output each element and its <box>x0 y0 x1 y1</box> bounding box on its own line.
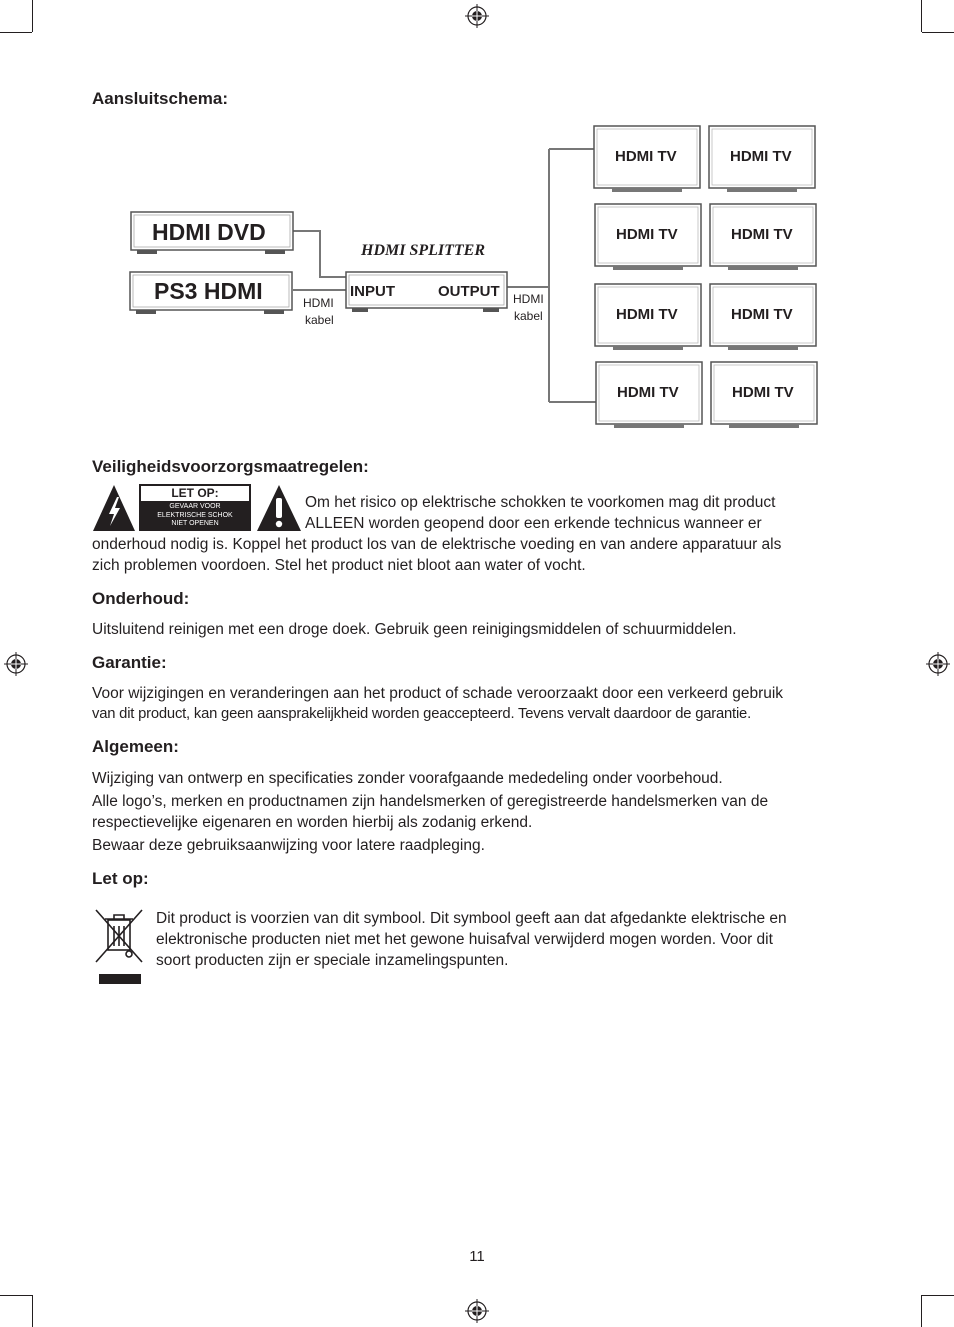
hdmi-tv-label: HDMI TV <box>731 306 793 323</box>
warranty-text-line2: van dit product, kan geen aansprakelijkheid worden geaccepteerd. Tevens vervalt daardoor de garantie. <box>92 706 751 722</box>
hdmi-tv-8 <box>711 362 817 428</box>
schema-heading: Aansluitschema: <box>92 89 229 108</box>
maintenance-heading: Onderhoud: <box>92 589 190 608</box>
dvd-label: HDMI DVD <box>152 219 266 245</box>
hdmi-tv-5 <box>595 284 701 350</box>
let-op-label-line3: NIET OPENEN <box>171 520 219 527</box>
registration-mark-bottom-icon <box>465 1299 489 1323</box>
let-op-label-title: LET OP: <box>141 486 249 501</box>
warranty-heading: Garantie: <box>92 653 167 672</box>
hdmi-splitter <box>346 272 507 312</box>
note-text-line2: elektronische producten niet met het gewone huisafval verwijderd mogen worden. Voor dit <box>156 931 773 948</box>
registration-mark-left-icon <box>4 652 28 676</box>
let-op-label-line1: GEVAAR VOOR <box>169 503 221 510</box>
safety-text-line3: onderhoud nodig is. Koppel het product los van de elektrische voeding en van andere apparatuur als <box>92 536 782 553</box>
ps3-label: PS3 HDMI <box>154 278 263 304</box>
splitter-output-label: OUTPUT <box>438 283 500 300</box>
safety-text-line4: zich problemen voordoen. Stel het product niet bloot aan water of vocht. <box>92 557 586 574</box>
cable-dvd-to-splitter <box>293 231 346 277</box>
hdmi-tv-label: HDMI TV <box>730 148 792 165</box>
let-op-label-text <box>140 503 250 529</box>
hdmi-tv-4 <box>710 204 816 270</box>
maintenance-text: Uitsluitend reinigen met een droge doek. Gebruik geen reinigingsmiddelen of schuurmiddelen. <box>92 621 737 638</box>
general-text-line2: Alle logo’s, merken en productnamen zijn handelsmerken of geregistreerde handelsmerken van de <box>92 793 769 810</box>
splitter-input-label: INPUT <box>350 283 395 300</box>
cable-in-label-line1: HDMI <box>303 296 334 310</box>
crop-mark-bottom-left-h <box>0 1295 32 1296</box>
dvd-player <box>131 212 293 254</box>
ps3-console <box>130 272 292 314</box>
let-op-label-line2: ELEKTRISCHE SCHOK <box>157 511 233 519</box>
crop-mark-bottom-right-h <box>922 1295 954 1296</box>
page-number: 11 <box>469 1248 485 1265</box>
let-op-label <box>139 484 251 531</box>
hdmi-tv-3 <box>595 204 701 270</box>
safety-warning-labels <box>92 484 302 532</box>
crop-mark-bottom-left-v <box>32 1295 33 1327</box>
hdmi-tv-label: HDMI TV <box>731 226 793 243</box>
note-heading: Let op: <box>92 869 149 888</box>
general-text-line1: Wijziging van ontwerp en specificaties zonder voorafgaande mededeling onder voorbehoud. <box>92 770 723 787</box>
hdmi-tv-label: HDMI TV <box>615 148 677 165</box>
hdmi-tv-2 <box>709 126 815 192</box>
tv-grid <box>594 126 817 428</box>
lightning-warning-icon <box>92 484 136 532</box>
hdmi-tv-label: HDMI TV <box>616 306 678 323</box>
general-text-line3: respectievelijke eigenaren en worden hierbij als zodanig erkend. <box>92 814 533 831</box>
cable-out-label-line1: HDMI <box>513 292 544 306</box>
hdmi-tv-label: HDMI TV <box>732 384 794 401</box>
hdmi-tv-7 <box>596 362 702 428</box>
general-heading: Algemeen: <box>92 737 179 756</box>
hdmi-tv-label: HDMI TV <box>617 384 679 401</box>
connection-diagram <box>0 0 954 450</box>
safety-text-line2: ALLEEN worden geopend door een erkende technicus wanneer er <box>305 515 762 532</box>
hdmi-tv-label: HDMI TV <box>616 226 678 243</box>
note-text-line1: Dit product is voorzien van dit symbool. Dit symbool geeft aan dat afgedankte elektrische en <box>156 910 787 927</box>
exclamation-warning-icon <box>256 484 302 532</box>
cable-out-label-line2: kabel <box>514 309 543 323</box>
splitter-caption: HDMI SPLITTER <box>361 242 486 259</box>
safety-heading: Veiligheidsvoorzorgsmaatregelen: <box>92 457 369 476</box>
general-text-line4: Bewaar deze gebruiksaanwijzing voor latere raadpleging. <box>92 837 485 854</box>
note-text-line3: soort producten zijn er speciale inzamelingspunten. <box>156 952 509 969</box>
safety-text-line1: Om het risico op elektrische schokken te voorkomen mag dit product <box>305 494 776 511</box>
hdmi-tv-1 <box>594 126 700 192</box>
warranty-text-line1: Voor wijzigingen en veranderingen aan het product of schade veroorzaakt door een verkeerd gebruik <box>92 685 784 702</box>
crop-mark-bottom-right-v <box>921 1295 922 1327</box>
hdmi-tv-6 <box>710 284 816 350</box>
cable-in-label-line2: kabel <box>305 313 334 327</box>
registration-mark-right-icon <box>926 652 950 676</box>
weee-crossed-bin-icon <box>94 906 144 986</box>
